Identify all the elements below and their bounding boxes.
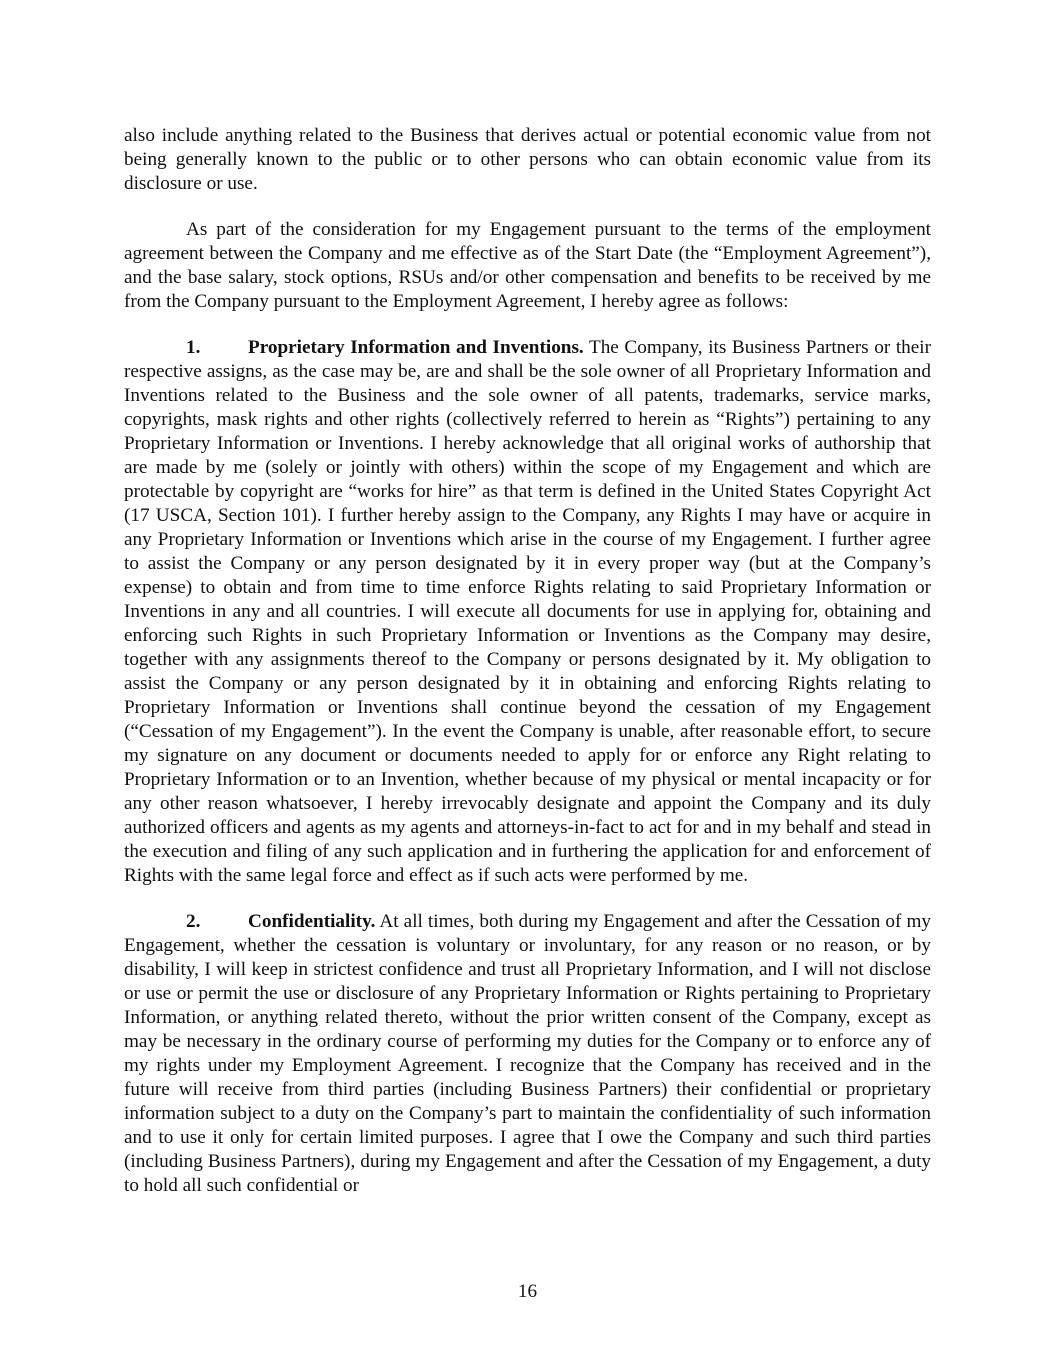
section-2-heading: Confidentiality. [248,911,376,932]
section-2-body: At all times, both during my Engagement and after the Cessation of my Engagement, whether the cessation is voluntary or involuntary, for any reason or no reason, or by disability, I will keep in strictest confidence and trust all Proprietary Information, and I will not disclose or use or permit the use or disclosure of any Proprietary Information or Rights pertaining to Proprietary Information, or anything related thereto, without the prior written consent of the Company, except as may be necessary in the ordinary course of performing my duties for the Company or to enforce any of my rights under my Employment Agreement. I recognize that the Company has received and in the future will receive from third parties (including Business Partners) their confidential or proprietary information subject to a duty on the Company’s part to maintain the confidentiality of such information and to use it only for certain limited purposes. I agree that I owe the Company and such third parties (including Business Partners), during my Engagement and after the Cessation of my Engagement, a duty to hold all such confidential or [124,911,931,1196]
document-page [124,124,931,1220]
section-2 [124,910,931,1198]
section-1-body: The Company, its Business Partners or their respective assigns, as the case may be, are and shall be the sole owner of all Proprietary Information and Inventions related to the Business and the sole owner of all patents, trademarks, service marks, copyrights, mask rights and other rights (collectively referred to herein as “Rights”) pertaining to any Proprietary Information or Inventions. I hereby acknowledge that all original works of authorship that are made by me (solely or jointly with others) within the scope of my Engagement and which are protectable by copyright are “works for hire” as that term is defined in the United States Copyright Act (17 USCA, Section 101). I further hereby assign to the Company, any Rights I may have or acquire in any Proprietary Information or Inventions which arise in the course of my Engagement. I further agree to assist the Company or any person designated by it in every proper way (but at the Company’s expense) to obtain and from time to time enforce Rights relating to said Proprietary Information or Inventions in any and all countries. I will execute all documents for use in applying for, obtaining and enforcing such Rights in such Proprietary Information or Inventions as the Company may desire, together with any assignments thereof to the Company or persons designated by it. My obligation to assist the Company or any person designated by it in obtaining and enforcing Rights relating to Proprietary Information or Inventions shall continue beyond the cessation of my Engagement (“Cessation of my Engagement”). In the event the Company is unable, after reasonable effort, to secure my signature on any document or documents needed to apply for or enforce any Right relating to Proprietary Information or to an Invention, whether because of my physical or mental incapacity or for any other reason whatsoever, I hereby irrevocably designate and appoint the Company and its duly authorized officers and agents as my agents and attorneys-in-fact to act for and in my behalf and stead in the execution and filing of any such application and in furthering the application for and enforcement of Rights with the same legal force and effect as if such acts were performed by me. [124,337,931,886]
section-1 [124,336,931,888]
section-1-number: 1. [186,337,201,358]
paragraph-consideration: As part of the consideration for my Engagement pursuant to the terms of the employment agreement between the Company and me effective as of the Start Date (the “Employment Agreement”), and the base salary, stock options, RSUs and/or other compensation and benefits to be received by me from the Company pursuant to the Employment Agreement, I hereby agree as follows: [124,219,931,312]
section-1-heading: Proprietary Information and Inventions. [248,337,584,358]
section-2-number: 2. [186,911,201,932]
paragraph-intro-continuation: also include anything related to the Business that derives actual or potential economic value from not being generally known to the public or to other persons who can obtain economic value from its disclosure or use. [124,125,931,194]
page-number: 16 [517,1281,538,1302]
